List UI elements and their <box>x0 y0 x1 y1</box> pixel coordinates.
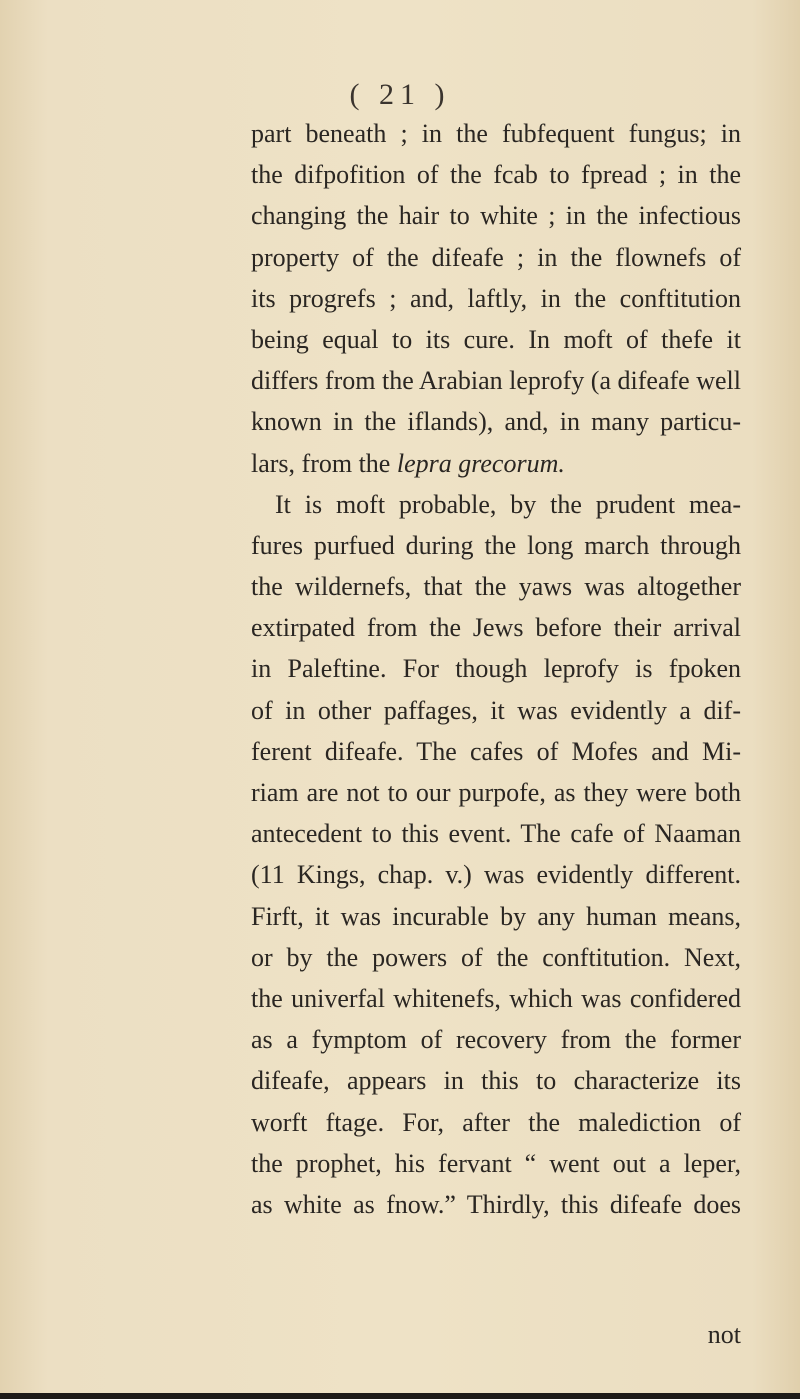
text-line: worft ftage. For, after the malediction of <box>251 1107 741 1137</box>
text-line: (11 Kings, chap. v.) was evidently different. <box>251 860 741 890</box>
text-line: known in the iflands), and, in many particu- <box>251 407 741 437</box>
text-line: the univerfal whitenefs, which was confidered <box>251 983 741 1013</box>
text-line: fures purfued during the long march through <box>251 530 741 560</box>
text-line: differs from the Arabian leprofy (a difeafe well <box>251 366 741 396</box>
text-line: the difpofition of the fcab to fpread ; in the <box>251 160 741 190</box>
body-text <box>251 113 741 1225</box>
text-line: riam are not to our purpofe, as they were both <box>251 778 741 807</box>
text-line: in Paleftine. For though leprofy is fpoken <box>251 654 741 684</box>
text-line: antecedent to this event. The cafe of Naaman <box>251 819 741 849</box>
text-line: or by the powers of the conftitution. Next, <box>251 942 741 972</box>
text-line: part beneath ; in the fubfequent fungus; in <box>251 119 741 148</box>
text-line: changing the hair to white ; in the infectious <box>251 201 741 231</box>
text-fragment: lars, from the <box>251 448 397 478</box>
catchword: not <box>707 1320 741 1349</box>
text-line: property of the difeafe ; in the flownefs of <box>251 242 741 272</box>
text-line: of in other paffages, it was evidently a dif- <box>251 695 741 725</box>
text-line: its progrefs ; and, laftly, in the conftitution <box>251 283 741 313</box>
text-line: difeafe, appears in this to characterize its <box>251 1066 741 1096</box>
text-line: ferent difeafe. The cafes of Mofes and Mi- <box>251 736 741 766</box>
italic-latin-term: lepra grecorum. <box>396 448 565 478</box>
text-line-paragraph-end <box>251 443 741 484</box>
text-line: as white as fnow.” Thirdly, this difeafe does <box>251 1189 741 1219</box>
text-line: Firft, it was incurable by any human means, <box>251 901 741 931</box>
text-line: the prophet, his fervant “ went out a leper, <box>251 1148 741 1178</box>
text-line: extirpated from the Jews before their arrival <box>251 613 741 643</box>
text-line-paragraph-start: It is moft probable, by the prudent mea- <box>275 489 741 519</box>
page-number-header: ( 21 ) <box>349 78 451 111</box>
page-bottom-edge <box>0 1393 800 1399</box>
text-line: as a fymptom of recovery from the former <box>251 1025 741 1055</box>
text-line: being equal to its cure. In moft of thefe it <box>251 324 741 354</box>
text-line: the wildernefs, that the yaws was altogether <box>251 572 741 602</box>
